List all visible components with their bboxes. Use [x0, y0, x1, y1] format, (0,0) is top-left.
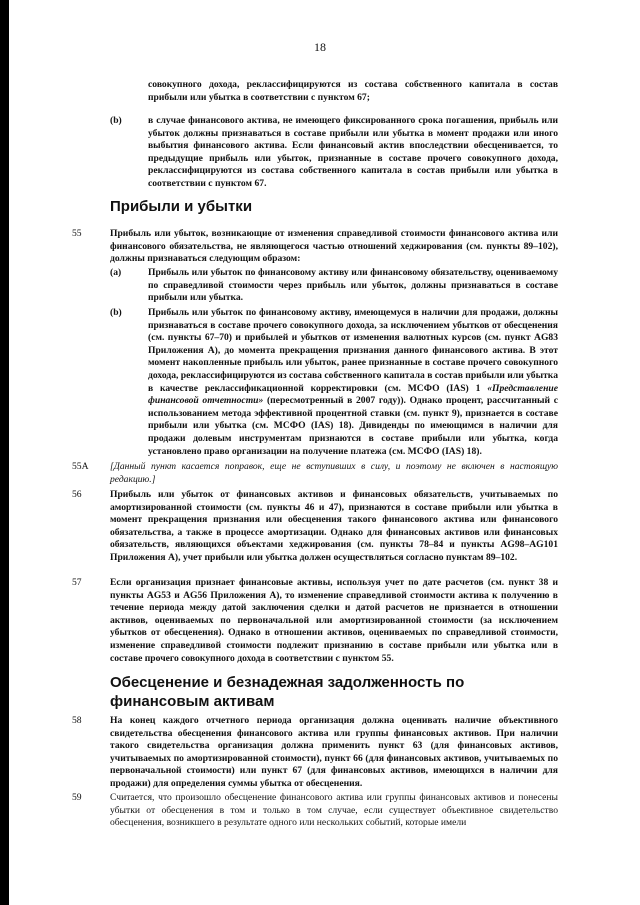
- paragraph-56-number: 56: [72, 489, 82, 500]
- section-heading-impairment: Обесценение и безнадежная задолженность по финансовым активам: [110, 674, 465, 710]
- ias1-title: «Представление финансовой отчетности»: [148, 382, 558, 407]
- paragraph-59-number: 59: [72, 792, 82, 803]
- paragraph-59-text: Считается, что произошло обесценение финансового актива или группы финансовых активов и понесены убытки от обесценения в том и только в том случае, если существует объективное свидетельство обесценения, возникшего в результате одного или нескольких событий, которые имели: [110, 792, 558, 829]
- paragraph-55b-text-part2: (пересмотренный в 2007 году)). Однако процент, рассчитанный с использованием метода эффективной процентной ставки (см. пункт 9), признается в составе прибыли или убытка (см. МСФО (IAS) 18). Дивиденды по имеющимся в наличии для продажи долевым инструментам признаются в составе прибыли или убытка, когда установлено право организации на получение платежа (см. МСФО (IAS) 18).: [148, 395, 558, 457]
- paragraph-55a-label: (a): [110, 267, 122, 278]
- paragraph-58-text: На конец каждого отчетного периода организация должна оценивать наличие объективного свидетельства обесценения финансового актива или группы финансовых активов. При наличии такого свидетельства организация должна применить пункт 63 (для финансовых активов, учитываемых по амортизированной стоимости), пункт 66 (для финансовых активов, учитываемых по первоначальной стоимости) или пункт 67 (для финансовых активов, имеющихся в наличии для продажи) для определения суммы убытка от обесценения.: [110, 715, 558, 789]
- paragraph-58-number: 58: [72, 715, 82, 726]
- paragraph-57-number: 57: [72, 577, 82, 588]
- paragraph-55b-label: (b): [110, 307, 122, 318]
- top-continuation-text: совокупного дохода, реклассифицируются из состава собственного капитала в состав прибыли или убытка в соответствии с пунктом 67;: [148, 79, 558, 103]
- paragraph-55a-note: [Данный пункт касается поправок, еще не вступивших в силу, и поэтому не включен в настоящую редакцию.]: [110, 461, 558, 485]
- paragraph-57-text: Если организация признает финансовые активы, используя учет по дате расчетов (см. пункт 38 и пункты AG53 и AG56 Приложения А), то изменение справедливой стоимости актива к получению в течение периода между датой заключения сделки и датой расчетов не признается в отношении активов, оцениваемых по первоначальной или амортизированной стоимости (за исключением убытков от обесценения). Однако в отношении активов, оцениваемых по справедливой стоимости, изменение справедливой стоимости подлежит признанию в составе прибыли или убытка или в составе прочего совокупного дохода в соответствии с пунктом 55.: [110, 577, 558, 664]
- paragraph-55a-text: Прибыль или убыток по финансовому активу или финансовому обязательству, оцениваемому по справедливой стоимости через прибыль или убыток, должны признаваться в составе прибыли или убытка.: [148, 267, 558, 304]
- paragraph-55-text: Прибыль или убыток, возникающие от изменения справедливой стоимости финансового актива или финансового обязательства, не являющегося частью отношений хеджирования (см. пункты 89–102), должны признаваться следующим образом:: [110, 228, 558, 265]
- paragraph-55b-text-part1: Прибыль или убыток по финансовому активу, имеющемуся в наличии для продажи, должны признаваться в составе прочего совокупного дохода, за исключением убытков от обесценения (см. пункты 67–70) и прибылей и убытков от изменения валютных курсов (см. пункт AG83 Приложения А), до момента прекращения признания данного финансового актива. В этот момент накопленные прибыль или убыток, ранее признанные в составе прочего совокупного дохода, реклассифицируются из состава собственного капитала в состав прибыли или убытка в качестве реклассификационной корректировки (см. МСФО (IAS) 1: [148, 307, 558, 394]
- paragraph-55a-number: 55A: [72, 461, 89, 472]
- paragraph-55b-text: [148, 307, 558, 458]
- top-b-text: в случае финансового актива, не имеющего фиксированного срока погашения, прибыль или убыток должны признаваться в составе прибыли или убытка в момент продажи или иного выбытия финансового актива. Если финансовый актив впоследствии обесценивается, то предыдущие прибыль или убыток, признанные в составе прочего совокупного дохода, реклассифицируются из состава собственного капитала в состав прибыли или убытка в соответствии с пунктом 67.: [148, 115, 558, 189]
- page-number: 18: [314, 40, 326, 54]
- paragraph-55-number: 55: [72, 228, 82, 239]
- top-b-label: (b): [110, 115, 122, 126]
- section-heading-profits-losses: Прибыли и убытки: [110, 198, 253, 215]
- scan-edge: [0, 0, 9, 905]
- paragraph-56-text: Прибыль или убыток от финансовых активов и финансовых обязательств, учитываемых по амортизированной стоимости (см. пункты 46 и 47), признаются в составе прибыли или убытка в момент прекращения признания или обесценения такого финансового актива или финансового обязательства, а также в процессе амортизации. Однако для финансовых активов или финансовых обязательств, являющихся объектами хеджирования (см. пункты 78–84 и пункты AG98–AG101 Приложения А), учет прибыли или убытка должен осуществляться согласно пунктам 89–102.: [110, 489, 558, 563]
